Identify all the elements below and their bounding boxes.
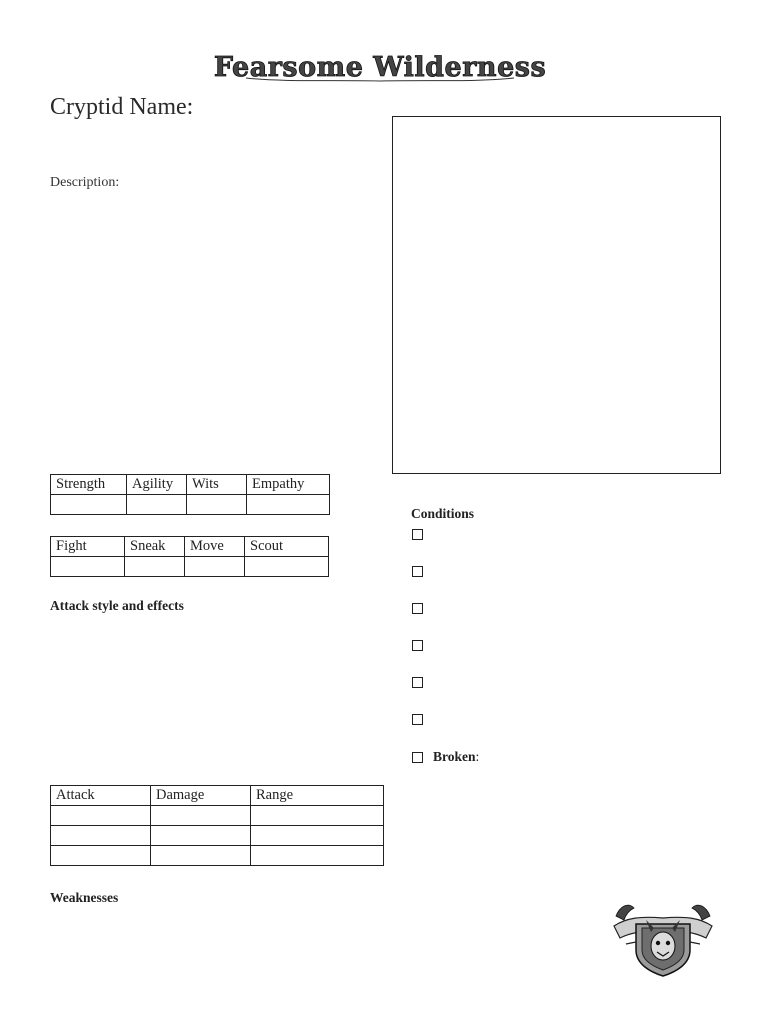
condition-item[interactable] xyxy=(412,526,712,540)
condition-item[interactable] xyxy=(412,563,712,577)
weaknesses-label: Weaknesses xyxy=(50,890,119,905)
broken-suffix: : xyxy=(475,749,480,764)
condition-item[interactable] xyxy=(412,600,712,614)
attr-value-wits[interactable] xyxy=(187,495,247,515)
attack-cell[interactable] xyxy=(51,826,151,846)
description-label: Description: xyxy=(50,175,120,190)
checkbox[interactable] xyxy=(412,603,423,614)
checkbox[interactable] xyxy=(412,529,423,540)
condition-item[interactable] xyxy=(412,711,712,725)
attack-header-attack: Attack xyxy=(51,786,151,806)
attack-cell[interactable] xyxy=(51,846,151,866)
skill-value-sneak[interactable] xyxy=(125,557,185,577)
checkbox[interactable] xyxy=(412,714,423,725)
table-row xyxy=(51,846,384,866)
fearsome-wilderness-logo xyxy=(213,48,547,86)
damage-cell[interactable] xyxy=(151,826,251,846)
attr-header-wits: Wits xyxy=(187,475,247,495)
range-cell[interactable] xyxy=(251,806,384,826)
attr-header-empathy: Empathy xyxy=(247,475,330,495)
attr-value-strength[interactable] xyxy=(51,495,127,515)
skill-value-scout[interactable] xyxy=(245,557,329,577)
attack-cell[interactable] xyxy=(51,806,151,826)
skill-value-fight[interactable] xyxy=(51,557,125,577)
damage-cell[interactable] xyxy=(151,806,251,826)
checkbox[interactable] xyxy=(412,752,423,763)
attack-style-label: Attack style and effects xyxy=(50,598,184,613)
logo-text: Fearsome Wilderness xyxy=(213,52,547,83)
attack-header-range: Range xyxy=(251,786,384,806)
damage-cell[interactable] xyxy=(151,846,251,866)
checkbox[interactable] xyxy=(412,566,423,577)
range-cell[interactable] xyxy=(251,826,384,846)
checkbox[interactable] xyxy=(412,640,423,651)
checkbox[interactable] xyxy=(412,677,423,688)
range-cell[interactable] xyxy=(251,846,384,866)
attacks-table xyxy=(50,785,384,866)
attack-header-damage: Damage xyxy=(151,786,251,806)
conditions-label: Conditions xyxy=(411,506,475,521)
skill-header-sneak: Sneak xyxy=(125,537,185,557)
table-row xyxy=(51,806,384,826)
attr-header-agility: Agility xyxy=(127,475,187,495)
attr-header-strength: Strength xyxy=(51,475,127,495)
skill-header-scout: Scout xyxy=(245,537,329,557)
skill-header-move: Move xyxy=(185,537,245,557)
skill-header-fight: Fight xyxy=(51,537,125,557)
cryptid-name-label: Cryptid Name: xyxy=(50,94,194,120)
broken-label: Broken xyxy=(433,749,476,764)
table-row xyxy=(51,826,384,846)
attributes-table xyxy=(50,474,330,515)
condition-broken[interactable] xyxy=(412,749,712,763)
skills-table xyxy=(50,536,329,577)
attr-value-agility[interactable] xyxy=(127,495,187,515)
attr-value-empathy[interactable] xyxy=(247,495,330,515)
portrait-frame[interactable] xyxy=(392,116,721,474)
skill-value-move[interactable] xyxy=(185,557,245,577)
condition-item[interactable] xyxy=(412,674,712,688)
crest-emblem-icon xyxy=(606,898,720,978)
condition-item[interactable] xyxy=(412,637,712,651)
